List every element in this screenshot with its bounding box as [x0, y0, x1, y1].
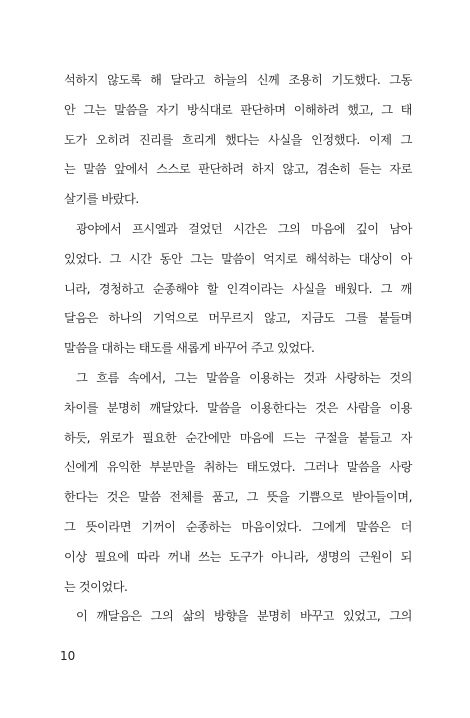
- text-line-indented: 광야에서 프시엘과 걸었던 시간은 그의 마음에 깊이 남아: [76, 221, 412, 236]
- text-line-indented: 그 흐름 속에서, 그는 말씀을 이용하는 것과 사랑하는 것의: [76, 370, 412, 385]
- text-line: 도가 오히려 진리를 흐리게 했다는 사실을 인정했다. 이제 그: [64, 132, 412, 147]
- text-line: 살기를 바랐다.: [64, 192, 139, 207]
- text-line: 한다는 것은 말씀 전체를 품고, 그 뜻을 기쁨으로 받아들이며,: [64, 490, 412, 505]
- text-line: 이상 필요에 따라 꺼내 쓰는 도구가 아니라, 생명의 근원이 되: [64, 549, 412, 564]
- text-line: 석하지 않도록 해 달라고 하늘의 신께 조용히 기도했다. 그동: [64, 73, 412, 87]
- text-line: 그 뜻이라면 기꺼이 순종하는 마음이었다. 그에게 말씀은 더: [64, 519, 412, 534]
- text-line: 니라, 경청하고 순종해야 할 인격이라는 사실을 배웠다. 그 깨: [64, 281, 412, 296]
- text-line: 달음은 하나의 기억으로 머무르지 않고, 지금도 그를 붙들며: [64, 311, 412, 326]
- page-number: 10: [60, 649, 76, 663]
- text-line-indented: 이 깨달음은 그의 삶의 방향을 분명히 바꾸고 있었고, 그의: [76, 609, 412, 624]
- text-line: 있었다. 그 시간 동안 그는 말씀이 억지로 해석하는 대상이 아: [64, 251, 412, 266]
- body-text: [64, 66, 412, 632]
- text-line: 안 그는 말씀을 자기 방식대로 판단하며 이해하려 했고, 그 태: [64, 102, 412, 117]
- text-line: 는 말씀 앞에서 스스로 판단하려 하지 않고, 겸손히 듣는 자로: [64, 162, 412, 177]
- text-line: 말씀을 대하는 태도를 새롭게 바꾸어 주고 있었다.: [64, 341, 315, 356]
- text-line: 신에게 유익한 부분만을 취하는 태도였다. 그러나 말씀을 사랑: [64, 460, 412, 475]
- text-line: 는 것이었다.: [64, 579, 128, 594]
- text-line: 차이를 분명히 깨달았다. 말씀을 이용한다는 것은 사람을 이용: [64, 400, 412, 415]
- text-line: 하듯, 위로가 필요한 순간에만 마음에 드는 구절을 붙들고 자: [64, 430, 412, 445]
